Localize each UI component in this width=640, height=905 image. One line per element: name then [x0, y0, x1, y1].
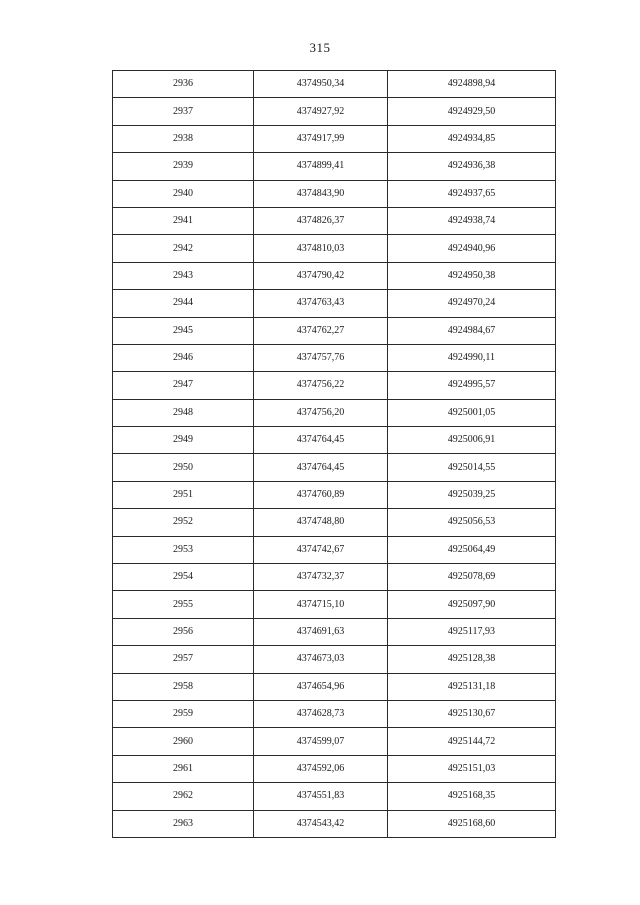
point-number-cell: 2956	[113, 618, 254, 645]
y-coordinate-cell: 4924990,11	[388, 344, 556, 371]
x-coordinate-cell: 4374760,89	[254, 481, 388, 508]
y-coordinate-cell: 4924970,24	[388, 290, 556, 317]
table-row	[113, 71, 556, 98]
point-number-cell: 2951	[113, 481, 254, 508]
x-coordinate-cell: 4374715,10	[254, 591, 388, 618]
y-coordinate-cell: 4925168,35	[388, 783, 556, 810]
y-coordinate-cell: 4925001,05	[388, 399, 556, 426]
table-row	[113, 262, 556, 289]
table-row	[113, 98, 556, 125]
x-coordinate-cell: 4374763,43	[254, 290, 388, 317]
point-number-cell: 2952	[113, 509, 254, 536]
x-coordinate-cell: 4374764,45	[254, 454, 388, 481]
y-coordinate-cell: 4925151,03	[388, 755, 556, 782]
table-row	[113, 235, 556, 262]
y-coordinate-cell: 4925117,93	[388, 618, 556, 645]
x-coordinate-cell: 4374599,07	[254, 728, 388, 755]
x-coordinate-cell: 4374790,42	[254, 262, 388, 289]
point-number-cell: 2953	[113, 536, 254, 563]
point-number-cell: 2943	[113, 262, 254, 289]
table-row	[113, 810, 556, 837]
table-row	[113, 509, 556, 536]
x-coordinate-cell: 4374927,92	[254, 98, 388, 125]
point-number-cell: 2946	[113, 344, 254, 371]
y-coordinate-cell: 4925131,18	[388, 673, 556, 700]
y-coordinate-cell: 4924929,50	[388, 98, 556, 125]
table-row	[113, 399, 556, 426]
x-coordinate-cell: 4374551,83	[254, 783, 388, 810]
table-row	[113, 454, 556, 481]
table-row	[113, 125, 556, 152]
x-coordinate-cell: 4374654,96	[254, 673, 388, 700]
table-row	[113, 728, 556, 755]
table-row	[113, 153, 556, 180]
y-coordinate-cell: 4925056,53	[388, 509, 556, 536]
point-number-cell: 2936	[113, 71, 254, 98]
point-number-cell: 2962	[113, 783, 254, 810]
point-number-cell: 2940	[113, 180, 254, 207]
point-number-cell: 2954	[113, 564, 254, 591]
table-row	[113, 564, 556, 591]
y-coordinate-cell: 4924936,38	[388, 153, 556, 180]
point-number-cell: 2955	[113, 591, 254, 618]
point-number-cell: 2939	[113, 153, 254, 180]
table-row	[113, 536, 556, 563]
x-coordinate-cell: 4374592,06	[254, 755, 388, 782]
x-coordinate-cell: 4374742,67	[254, 536, 388, 563]
point-number-cell: 2947	[113, 372, 254, 399]
y-coordinate-cell: 4924934,85	[388, 125, 556, 152]
point-number-cell: 2958	[113, 673, 254, 700]
y-coordinate-cell: 4925039,25	[388, 481, 556, 508]
coordinates-table-body	[113, 71, 556, 838]
table-row	[113, 290, 556, 317]
table-row	[113, 700, 556, 727]
y-coordinate-cell: 4925014,55	[388, 454, 556, 481]
point-number-cell: 2960	[113, 728, 254, 755]
y-coordinate-cell: 4924898,94	[388, 71, 556, 98]
table-row	[113, 344, 556, 371]
x-coordinate-cell: 4374673,03	[254, 646, 388, 673]
x-coordinate-cell: 4374764,45	[254, 427, 388, 454]
table-row	[113, 591, 556, 618]
table-row	[113, 481, 556, 508]
x-coordinate-cell: 4374756,22	[254, 372, 388, 399]
table-row	[113, 755, 556, 782]
x-coordinate-cell: 4374917,99	[254, 125, 388, 152]
point-number-cell: 2949	[113, 427, 254, 454]
y-coordinate-cell: 4925064,49	[388, 536, 556, 563]
table-row	[113, 673, 556, 700]
point-number-cell: 2948	[113, 399, 254, 426]
point-number-cell: 2959	[113, 700, 254, 727]
y-coordinate-cell: 4924938,74	[388, 207, 556, 234]
y-coordinate-cell: 4924940,96	[388, 235, 556, 262]
point-number-cell: 2938	[113, 125, 254, 152]
table-row	[113, 207, 556, 234]
x-coordinate-cell: 4374543,42	[254, 810, 388, 837]
point-number-cell: 2950	[113, 454, 254, 481]
point-number-cell: 2941	[113, 207, 254, 234]
point-number-cell: 2963	[113, 810, 254, 837]
page-number: 315	[309, 40, 331, 55]
x-coordinate-cell: 4374757,76	[254, 344, 388, 371]
table-row	[113, 372, 556, 399]
table-row	[113, 427, 556, 454]
y-coordinate-cell: 4924937,65	[388, 180, 556, 207]
point-number-cell: 2945	[113, 317, 254, 344]
x-coordinate-cell: 4374691,63	[254, 618, 388, 645]
table-row	[113, 618, 556, 645]
y-coordinate-cell: 4924984,67	[388, 317, 556, 344]
point-number-cell: 2961	[113, 755, 254, 782]
x-coordinate-cell: 4374762,27	[254, 317, 388, 344]
x-coordinate-cell: 4374843,90	[254, 180, 388, 207]
x-coordinate-cell: 4374810,03	[254, 235, 388, 262]
y-coordinate-cell: 4925097,90	[388, 591, 556, 618]
x-coordinate-cell: 4374950,34	[254, 71, 388, 98]
table-row	[113, 783, 556, 810]
y-coordinate-cell: 4925078,69	[388, 564, 556, 591]
x-coordinate-cell: 4374628,73	[254, 700, 388, 727]
y-coordinate-cell: 4925168,60	[388, 810, 556, 837]
x-coordinate-cell: 4374748,80	[254, 509, 388, 536]
point-number-cell: 2937	[113, 98, 254, 125]
x-coordinate-cell: 4374826,37	[254, 207, 388, 234]
table-row	[113, 180, 556, 207]
y-coordinate-cell: 4924950,38	[388, 262, 556, 289]
point-number-cell: 2957	[113, 646, 254, 673]
point-number-cell: 2944	[113, 290, 254, 317]
x-coordinate-cell: 4374899,41	[254, 153, 388, 180]
y-coordinate-cell: 4924995,57	[388, 372, 556, 399]
x-coordinate-cell: 4374732,37	[254, 564, 388, 591]
table-row	[113, 317, 556, 344]
x-coordinate-cell: 4374756,20	[254, 399, 388, 426]
y-coordinate-cell: 4925128,38	[388, 646, 556, 673]
y-coordinate-cell: 4925144,72	[388, 728, 556, 755]
point-number-cell: 2942	[113, 235, 254, 262]
y-coordinate-cell: 4925130,67	[388, 700, 556, 727]
table-row	[113, 646, 556, 673]
coordinates-table	[112, 70, 556, 838]
y-coordinate-cell: 4925006,91	[388, 427, 556, 454]
